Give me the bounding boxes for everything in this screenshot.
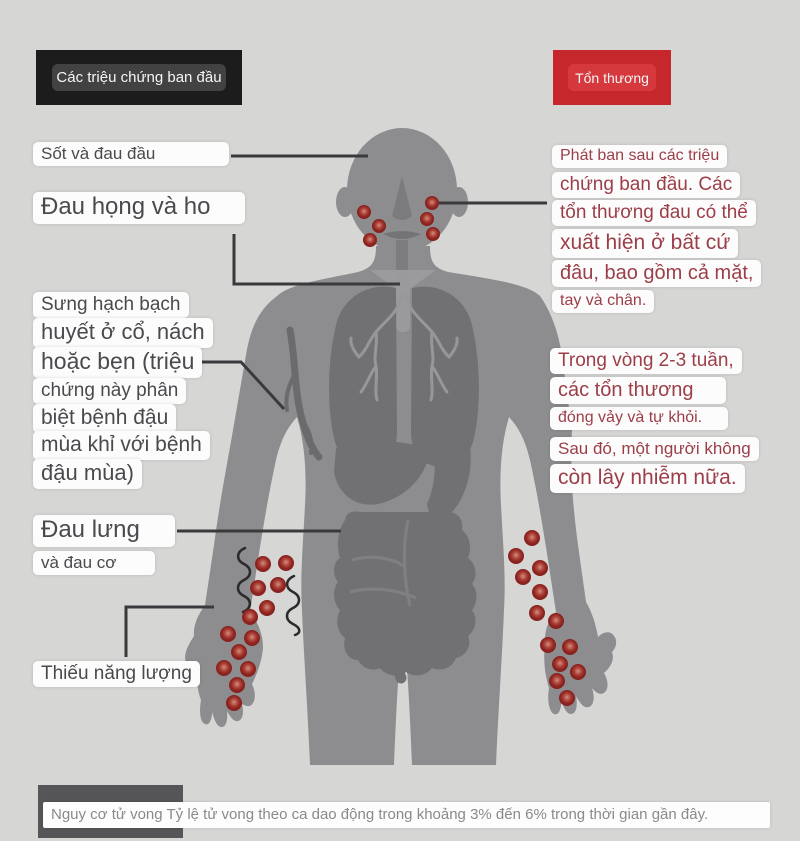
initial-symptoms-header-label: Các triệu chứng ban đầu xyxy=(52,64,226,91)
label-low-energy: Thiếu năng lượng xyxy=(33,661,200,687)
label-sore-throat-cough: Đau họng và ho xyxy=(33,192,245,224)
healing-text-line: Sau đó, một người không xyxy=(550,437,759,461)
lesions-header xyxy=(553,50,671,105)
label-muscle-pain: và đau cơ xyxy=(33,551,155,575)
label-lymph-line: Sưng hạch bạch xyxy=(33,292,189,318)
rash-text-line: tay và chân. xyxy=(552,290,654,313)
label-lymph-line: hoặc bẹn (triệu xyxy=(33,347,202,378)
healing-text-line: còn lây nhiễm nữa. xyxy=(550,464,745,493)
pain-squiggle-icon xyxy=(287,576,299,635)
lesions-header-label: Tổn thương xyxy=(568,64,656,91)
rash-text-line: đâu, bao gồm cả mặt, xyxy=(552,260,761,287)
mortality-risk-text: Nguy cơ tử vong Tỷ lệ tử vong theo ca dao động trong khoảng 3% đến 6% trong thời gian gần đây. xyxy=(43,802,770,828)
label-lymph-line: mùa khỉ với bệnh xyxy=(33,431,210,460)
rash-text-line: Phát ban sau các triệu xyxy=(552,145,727,168)
healing-text-line: Trong vòng 2-3 tuần, xyxy=(550,348,742,374)
rash-text-line: tổn thương đau có thể xyxy=(552,200,756,226)
rash-text-line: xuất hiện ở bất cứ xyxy=(552,229,738,258)
healing-text-line: các tổn thương xyxy=(550,377,726,404)
rash-text-line: chứng ban đầu. Các xyxy=(552,172,740,198)
label-lymph-line: đậu mùa) xyxy=(33,459,142,489)
label-back-pain: Đau lưng xyxy=(33,515,175,547)
healing-text-line: đóng vảy và tự khỏi. xyxy=(550,407,728,430)
label-fever-headache: Sốt và đau đầu xyxy=(33,142,229,166)
colon xyxy=(397,640,401,678)
initial-symptoms-header xyxy=(36,50,242,105)
label-lymph-line: biệt bệnh đậu xyxy=(33,404,176,433)
label-lymph-line: chứng này phân xyxy=(33,378,186,404)
label-lymph-line: huyết ở cổ, nách xyxy=(33,318,213,348)
